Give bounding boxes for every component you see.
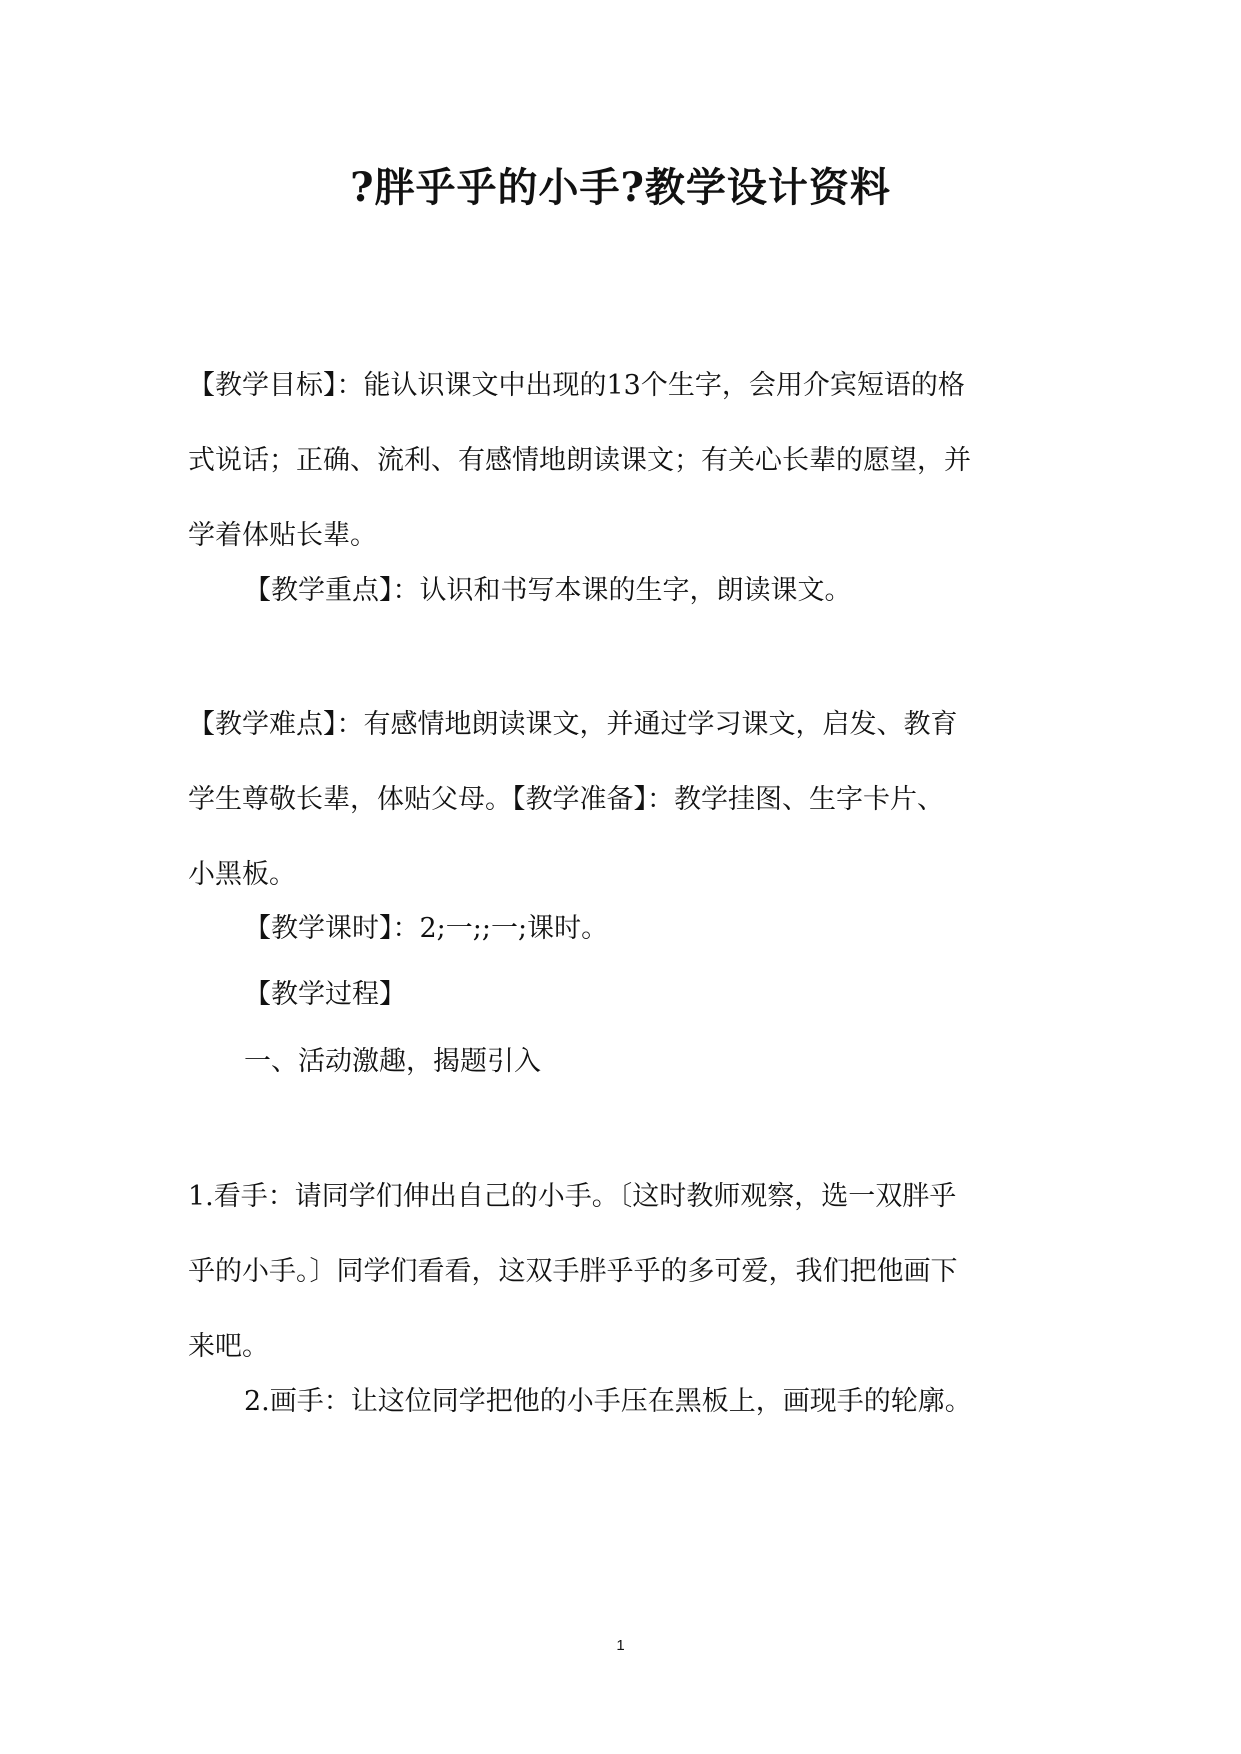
page-number: 1 [616, 1637, 625, 1654]
text-line: 来吧。 [188, 1331, 269, 1362]
paragraph-teaching-focus [188, 553, 1112, 628]
paragraph-step-draw-hands [188, 1364, 1112, 1439]
paragraph-teaching-process-heading [188, 957, 1112, 1032]
paragraph-teaching-hours [188, 891, 1112, 966]
document-title: ?胖乎乎的小手?教学设计资料 [350, 164, 891, 211]
text-line: 【教学重点】：认识和书写本课的生字，朗读课文。 [244, 575, 852, 606]
text-line: 一、活动激趣，揭题引入 [244, 1046, 541, 1077]
text-line: 学着体贴长辈。 [188, 520, 377, 551]
text-line: 小黑板。 [188, 859, 296, 890]
text-line: 【教学难点】：有感情地朗读课文，并通过学习课文，启发、教育 [188, 709, 958, 740]
paragraph-teaching-goals [188, 348, 1056, 573]
paragraph-step-look-hands [188, 1159, 1056, 1384]
text-line: 学生尊敬长辈，体贴父母。【教学准备】：教学挂图、生字卡片、 [188, 784, 944, 815]
text-line: 【教学目标】：能认识课文中出现的13个生字，会用介宾短语的格 [188, 370, 965, 401]
paragraph-section-one-heading [188, 1024, 1112, 1099]
text-line: 乎的小手。〕同学们看看，这双手胖乎乎的多可爱，我们把他画下 [188, 1256, 958, 1287]
paragraph-teaching-difficulty [188, 687, 1056, 912]
text-line: 2.画手：让这位同学把他的小手压在黑板上，画现手的轮廓。 [244, 1386, 972, 1417]
text-line: 【教学课时】：2;一;;一;课时。 [244, 913, 609, 944]
text-line: 1.看手：请同学们伸出自己的小手。〔这时教师观察，选一双胖乎 [188, 1181, 957, 1212]
text-line: 式说话；正确、流利、有感情地朗读课文；有关心长辈的愿望，并 [188, 445, 971, 476]
text-line: 【教学过程】 [244, 979, 406, 1010]
